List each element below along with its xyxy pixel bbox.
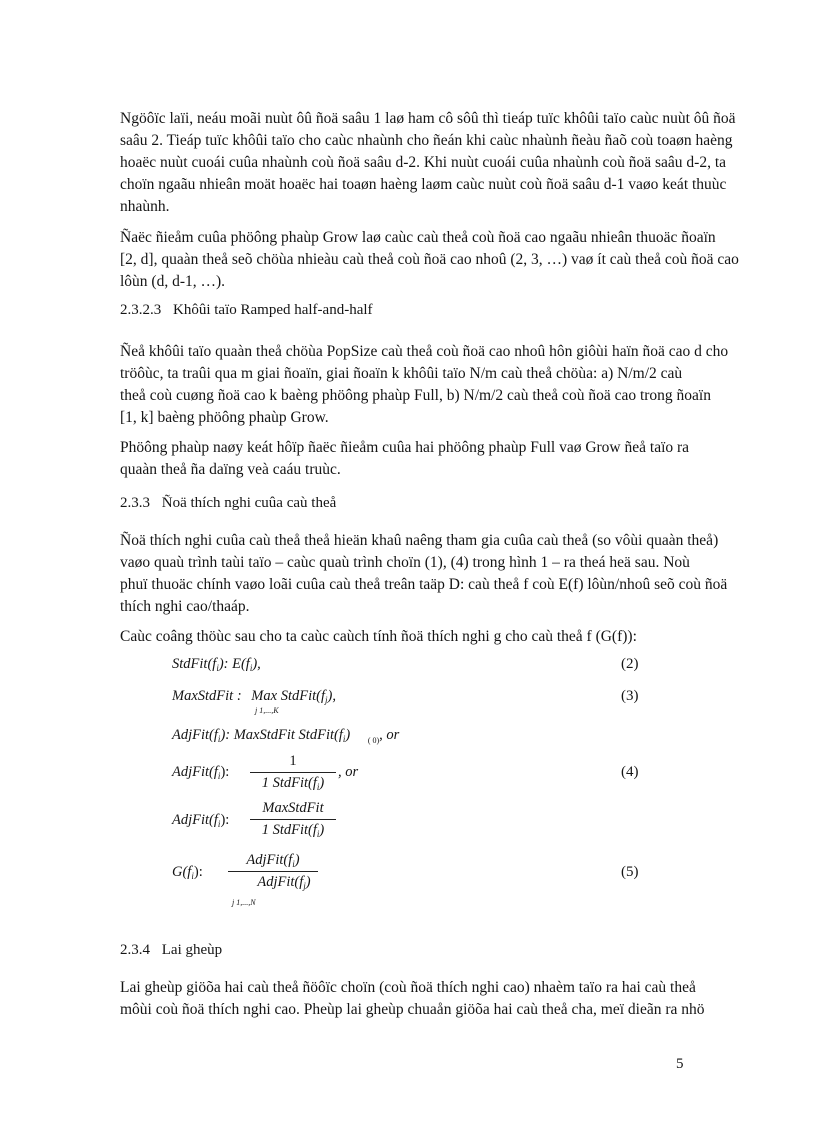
- equation-number: (4): [621, 764, 639, 780]
- section-heading: [120, 495, 336, 512]
- text-line: Ngöôïc laïi, neáu moãi nuùt ôû ñoä saâu 1 laø ham cô sôû thì tieáp tuïc khôûi taïo caùc nuùt ôû ñoä: [120, 110, 736, 127]
- fraction: 1 1 $StdFit(f_i)$: [250, 753, 336, 792]
- equation-lhs: MaxStdFit :: [172, 688, 242, 704]
- subscript: j: [325, 695, 328, 705]
- equation-3: [172, 688, 336, 705]
- equation-2: [172, 656, 261, 673]
- page-number: 5: [676, 1056, 684, 1072]
- text-line: vaøo quaù trình taùi taïo – caùc quaù trình choïn (1), (4) trong hình 1 – ra theá heä sau. Noù: [120, 554, 690, 571]
- text-line: Ñoä thích nghi cuûa caù theå theå hieän khaû naêng tham gia cuûa caù theå (so vôùi quaàn theå): [120, 532, 719, 549]
- equation-number: (5): [621, 864, 639, 880]
- text-line: choïn ngaãu nhieân moät hoaëc hai toaøn haèng laøm caùc nuùt coù ñoä saâu d-1 vaøo keát thuùc: [120, 176, 727, 193]
- subscript: j: [303, 881, 306, 891]
- subscript: i: [249, 663, 253, 673]
- equation-trail: , or: [338, 764, 359, 780]
- text-line: hoaëc nuùt cuoái cuûa nhaùnh coù ñoä saâu d-2. Khi nuùt cuoái cuûa nhaùnh coù ñoä saâu d-2, ta: [120, 154, 727, 171]
- text-line: saâu 2. Tieáp tuïc khôûi taïo cho caùc nhaùnh cho ñeán khi caùc nhaùnh ñeàu ñaõ coù toaøn haèng: [120, 132, 733, 149]
- text-line: Lai gheùp giöõa hai caù theå ñöôïc choïn (coù ñoä thích nghi cao) nhaèm taïo ra hai caù theå: [120, 979, 696, 996]
- text-line: môùi coù ñoä thích nghi cao. Pheùp lai gheùp chuaån giöõa hai caù theå cha, meï dieãn ra nhö: [120, 1001, 705, 1018]
- subscript: i: [316, 782, 320, 792]
- subscript: i: [217, 734, 221, 744]
- equation-trail: , or: [379, 727, 400, 743]
- paragraph: [120, 341, 729, 429]
- subscript: i: [292, 859, 295, 869]
- fraction: $AdjFit(f_i)$ $AdjFit(f_j)$: [228, 852, 318, 891]
- section-number: 2.3.4: [120, 942, 150, 958]
- subscript: i: [217, 771, 221, 781]
- equation-adjfit-1: [172, 727, 399, 745]
- section-heading: [120, 942, 222, 959]
- equation-end: ): [345, 727, 351, 743]
- text-line: tröôùc, ta traûi qua m giai ñoaïn, giai ñoaïn k khôûi taïo N/m caù theå chöùa: a) N/m/2 caù: [120, 365, 683, 382]
- subscript: i: [217, 819, 221, 829]
- text-line: phuï thuoäc chính vaøo loãi cuûa caù theå treân taäp D: caù theå f coù E(f) lôùn/nhoû seõ coù ñoä: [120, 576, 728, 593]
- paragraph: [120, 977, 705, 1021]
- section-title: Lai gheùp: [161, 942, 223, 958]
- denominator: 1 StdFit(f: [261, 775, 317, 791]
- text-line: theå coù cuøng ñoä cao k baèng phöông phaùp Full, b) N/m/2 caù theå coù ñoä cao trong ñoaïn: [120, 387, 711, 404]
- text-line: thích nghi cao/thaáp.: [120, 598, 250, 615]
- equation-lhs: AdjFit(f: [172, 764, 218, 780]
- text-line: lôùn (d, d-1, …).: [120, 273, 226, 290]
- paragraph: [120, 437, 705, 481]
- equation-rhs: ): MaxStdFit StdFit(f: [220, 727, 343, 743]
- denominator: AdjFit(f: [257, 874, 304, 890]
- paragraph: [120, 227, 739, 293]
- paragraph: [120, 108, 736, 218]
- section-title: Khôûi taïo Ramped half-and-half: [173, 302, 373, 318]
- equation-lhs: StdFit(f: [172, 656, 217, 672]
- text-line: [2, d], quaàn theå seõ chöùa nhieàu caù theå coù ñoä cao nhoû (2, 3, …) vaø ít caù theå coù ñoä cao: [120, 251, 739, 268]
- section-heading: [120, 302, 373, 319]
- subscript: i: [191, 871, 194, 881]
- sum-limits: j 1,...,N: [232, 898, 256, 907]
- equation-lhs: AdjFit(f: [172, 727, 218, 743]
- section-number: 2.3.3: [120, 495, 150, 511]
- max-operator: Max: [251, 688, 278, 704]
- equation-number: (2): [621, 656, 639, 672]
- text-line: quaàn theå ña daïng veà caáu truùc.: [120, 461, 341, 478]
- equation-end: ),: [252, 656, 261, 672]
- equation-number: (3): [621, 688, 639, 704]
- text-line: Caùc coâng thöùc sau cho ta caùc caùch tính ñoä thích nghi g cho caù theå f (G(f)):: [120, 628, 637, 645]
- numerator: 1: [289, 753, 297, 769]
- text-line: nhaùnh.: [120, 198, 170, 215]
- equation-5-lhs: $G(f_i)$:: [172, 864, 203, 881]
- text-line: [1, k] baèng phöông phaùp Grow.: [120, 409, 329, 426]
- equation-rhs: StdFit(f: [280, 688, 325, 704]
- equation-end: ),: [327, 688, 336, 704]
- paragraph: [120, 626, 705, 648]
- paragraph: [120, 530, 728, 618]
- equation-adjfit-2-lhs: $AdjFit(f_i)$:: [172, 764, 230, 781]
- denominator: 1 StdFit(f: [261, 822, 317, 838]
- text-line: Phöông phaùp naøy keát hôïp ñaëc ñieåm cuûa hai phöông phaùp Full vaø Grow ñeå taïo ra: [120, 439, 690, 456]
- section-number: 2.3.2.3: [120, 302, 162, 318]
- fraction: MaxStdFit 1 $StdFit(f_i)$: [250, 800, 336, 839]
- text-line: Ñaëc ñieåm cuûa phöông phaùp Grow laø caùc caù theå coù ñoä cao ngaãu nhieân thuoäc ñoaïn: [120, 229, 716, 246]
- numerator: AdjFit(f: [246, 852, 293, 868]
- equation-lhs: AdjFit(f: [172, 812, 218, 828]
- equation-adjfit-3-lhs: $AdjFit(f_i)$:: [172, 812, 230, 829]
- equation-rhs: ): E(f: [218, 656, 250, 672]
- subscript: i: [342, 734, 346, 744]
- operator-limits: j 1,...,K: [255, 706, 279, 715]
- numerator: MaxStdFit: [262, 800, 324, 816]
- subscript: i: [316, 829, 320, 839]
- section-title: Ñoä thích nghi cuûa caù theå: [161, 495, 337, 511]
- condition: ( 0): [367, 736, 380, 745]
- text-line: Ñeå khôûi taïo quaàn theå chöùa PopSize caù theå coù ñoä cao nhoû hôn giôùi haïn ñoä cao d cho: [120, 343, 729, 360]
- subscript: i: [216, 663, 219, 673]
- equation-lhs: G(f: [172, 864, 192, 880]
